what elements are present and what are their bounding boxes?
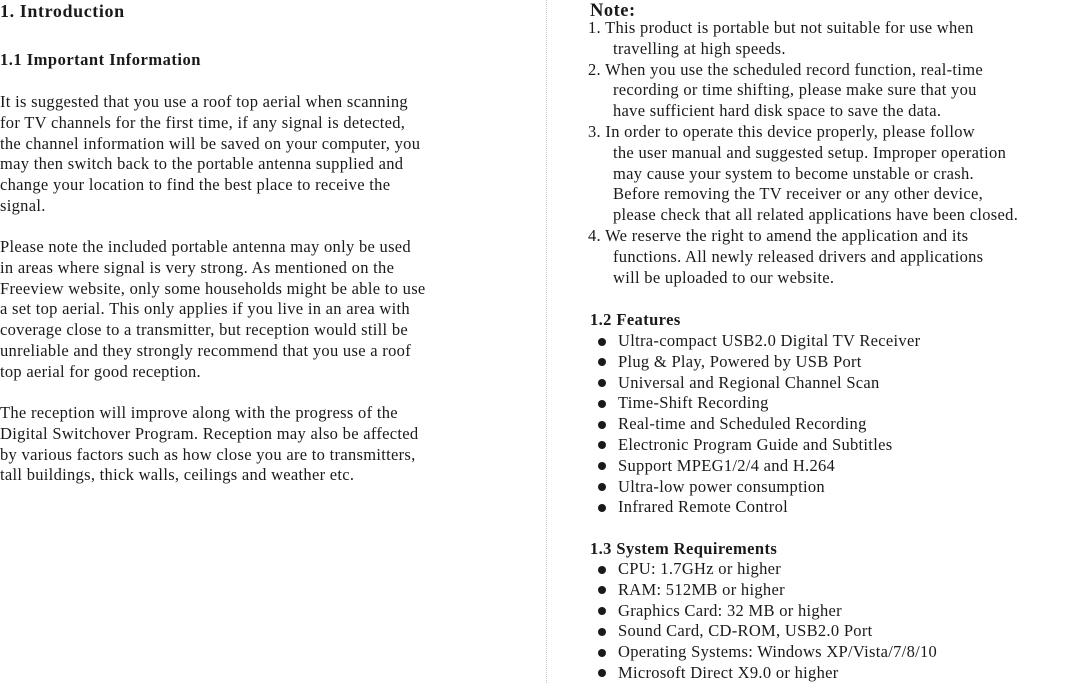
list-item-text: Real-time and Scheduled Recording bbox=[618, 414, 867, 434]
list-item bbox=[588, 393, 920, 414]
bullet-icon bbox=[598, 441, 606, 449]
note-line: may cause your system to become unstable or crash. bbox=[613, 163, 974, 183]
bullet-icon bbox=[598, 483, 606, 491]
bullet-icon bbox=[598, 338, 606, 346]
paragraph-line: top aerial for good reception. bbox=[0, 361, 201, 381]
list-item bbox=[588, 642, 937, 663]
note-line: functions. All newly released drivers and applications bbox=[613, 246, 984, 266]
bullet-icon bbox=[598, 504, 606, 512]
note-item bbox=[588, 18, 1018, 60]
list-item-text: Electronic Program Guide and Subtitles bbox=[618, 434, 893, 454]
note-line: 4. We reserve the right to amend the application and its bbox=[588, 225, 969, 245]
bullet-icon bbox=[598, 649, 606, 657]
list-item bbox=[588, 456, 920, 477]
list-item-text: Plug & Play, Powered by USB Port bbox=[618, 351, 862, 371]
note-title: Note: bbox=[590, 1, 636, 21]
bullet-icon bbox=[598, 421, 606, 429]
paragraph-line: by various factors such as how close you are to transmitters, bbox=[0, 444, 416, 464]
bullet-icon bbox=[598, 462, 606, 470]
list-item-text: Time-Shift Recording bbox=[618, 393, 769, 413]
note-item bbox=[588, 226, 1018, 288]
list-item bbox=[588, 414, 920, 435]
paragraph-line: for TV channels for the first time, if any signal is detected, bbox=[0, 112, 406, 132]
paragraph-line: a set top aerial. This only applies if you live in an area with bbox=[0, 299, 410, 319]
list-item-text: Operating Systems: Windows XP/Vista/7/8/10 bbox=[618, 642, 938, 662]
note-line: 2. When you use the scheduled record function, real-time bbox=[588, 59, 983, 79]
list-item bbox=[588, 352, 920, 373]
note-line: travelling at high speeds. bbox=[613, 38, 786, 58]
note-item bbox=[588, 122, 1018, 226]
list-item bbox=[588, 477, 920, 498]
note-item bbox=[588, 60, 1018, 122]
paragraph-line: may then switch back to the portable antenna supplied and bbox=[0, 154, 404, 174]
paragraph-line: change your location to find the best place to receive the bbox=[0, 175, 391, 195]
bullet-icon bbox=[598, 607, 606, 615]
list-item bbox=[588, 497, 920, 518]
list-item bbox=[588, 621, 937, 642]
note-line: have sufficient hard disk space to save the data. bbox=[613, 101, 942, 121]
paragraph-line: unreliable and they strongly recommend that you use a roof bbox=[0, 340, 411, 360]
list-item bbox=[588, 580, 937, 601]
list-item-text: Universal and Regional Channel Scan bbox=[618, 372, 880, 392]
list-item-text: Ultra-low power consumption bbox=[618, 476, 825, 496]
system-requirements-list bbox=[588, 559, 937, 684]
list-item bbox=[588, 331, 920, 352]
paragraph-line: Digital Switchover Program. Reception may also be affected bbox=[0, 423, 419, 443]
features-heading: 1.2 Features bbox=[590, 310, 681, 329]
paragraph-line: It is suggested that you use a roof top aerial when scanning bbox=[0, 92, 408, 111]
list-item bbox=[588, 663, 937, 684]
list-item bbox=[588, 601, 937, 622]
bullet-icon bbox=[598, 628, 606, 636]
list-item bbox=[588, 373, 920, 394]
note-line: 1. This product is portable but not suitable for use when bbox=[588, 18, 974, 37]
list-item-text: Infrared Remote Control bbox=[618, 497, 789, 517]
list-item-text: Sound Card, CD-ROM, USB2.0 Port bbox=[618, 621, 873, 641]
column-divider bbox=[546, 0, 547, 683]
list-item-text: Ultra-compact USB2.0 Digital TV Receiver bbox=[618, 331, 921, 350]
bullet-icon bbox=[598, 566, 606, 574]
note-line: 3. In order to operate this device properly, please follow bbox=[588, 121, 975, 141]
paragraph-line: Please note the included portable antenna may only be used bbox=[0, 237, 411, 256]
subheading-important-information: 1.1 Important Information bbox=[0, 50, 201, 69]
list-item bbox=[588, 435, 920, 456]
features-list bbox=[588, 331, 920, 518]
bullet-icon bbox=[598, 400, 606, 408]
bullet-icon bbox=[598, 358, 606, 366]
list-item-text: Microsoft Direct X9.0 or higher bbox=[618, 662, 839, 682]
note-line: the user manual and suggested setup. Improper operation bbox=[613, 142, 1007, 162]
paragraph-line: in areas where signal is very strong. As mentioned on the bbox=[0, 257, 395, 277]
paragraph-aerial-advice bbox=[0, 92, 420, 217]
paragraph-line: coverage close to a transmitter, but reception would still be bbox=[0, 320, 409, 340]
section-heading-introduction: 1. Introduction bbox=[0, 1, 125, 21]
paragraph-reception bbox=[0, 403, 418, 486]
bullet-icon bbox=[598, 586, 606, 594]
list-item-text: Graphics Card: 32 MB or higher bbox=[618, 600, 842, 620]
note-line: Before removing the TV receiver or any other device, bbox=[613, 184, 984, 204]
list-item-text: RAM: 512MB or higher bbox=[618, 579, 785, 599]
list-item bbox=[588, 559, 937, 580]
paragraph-portable-antenna bbox=[0, 237, 426, 383]
note-line: will be uploaded to our website. bbox=[613, 267, 835, 287]
list-item-text: Support MPEG1/2/4 and H.264 bbox=[618, 455, 836, 475]
system-requirements-heading: 1.3 System Requirements bbox=[590, 539, 778, 558]
paragraph-line: The reception will improve along with the progress of the bbox=[0, 403, 398, 422]
bullet-icon bbox=[598, 669, 606, 677]
paragraph-line: tall buildings, thick walls, ceilings and weather etc. bbox=[0, 465, 355, 485]
paragraph-line: signal. bbox=[0, 195, 46, 215]
bullet-icon bbox=[598, 379, 606, 387]
note-line: recording or time shifting, please make sure that you bbox=[613, 80, 977, 100]
notes-list bbox=[588, 18, 1018, 288]
paragraph-line: Freeview website, only some households might be able to use bbox=[0, 278, 426, 298]
list-item-text: CPU: 1.7GHz or higher bbox=[618, 559, 782, 578]
paragraph-line: the channel information will be saved on your computer, you bbox=[0, 133, 421, 153]
note-line: please check that all related applications have been closed. bbox=[613, 205, 1019, 225]
